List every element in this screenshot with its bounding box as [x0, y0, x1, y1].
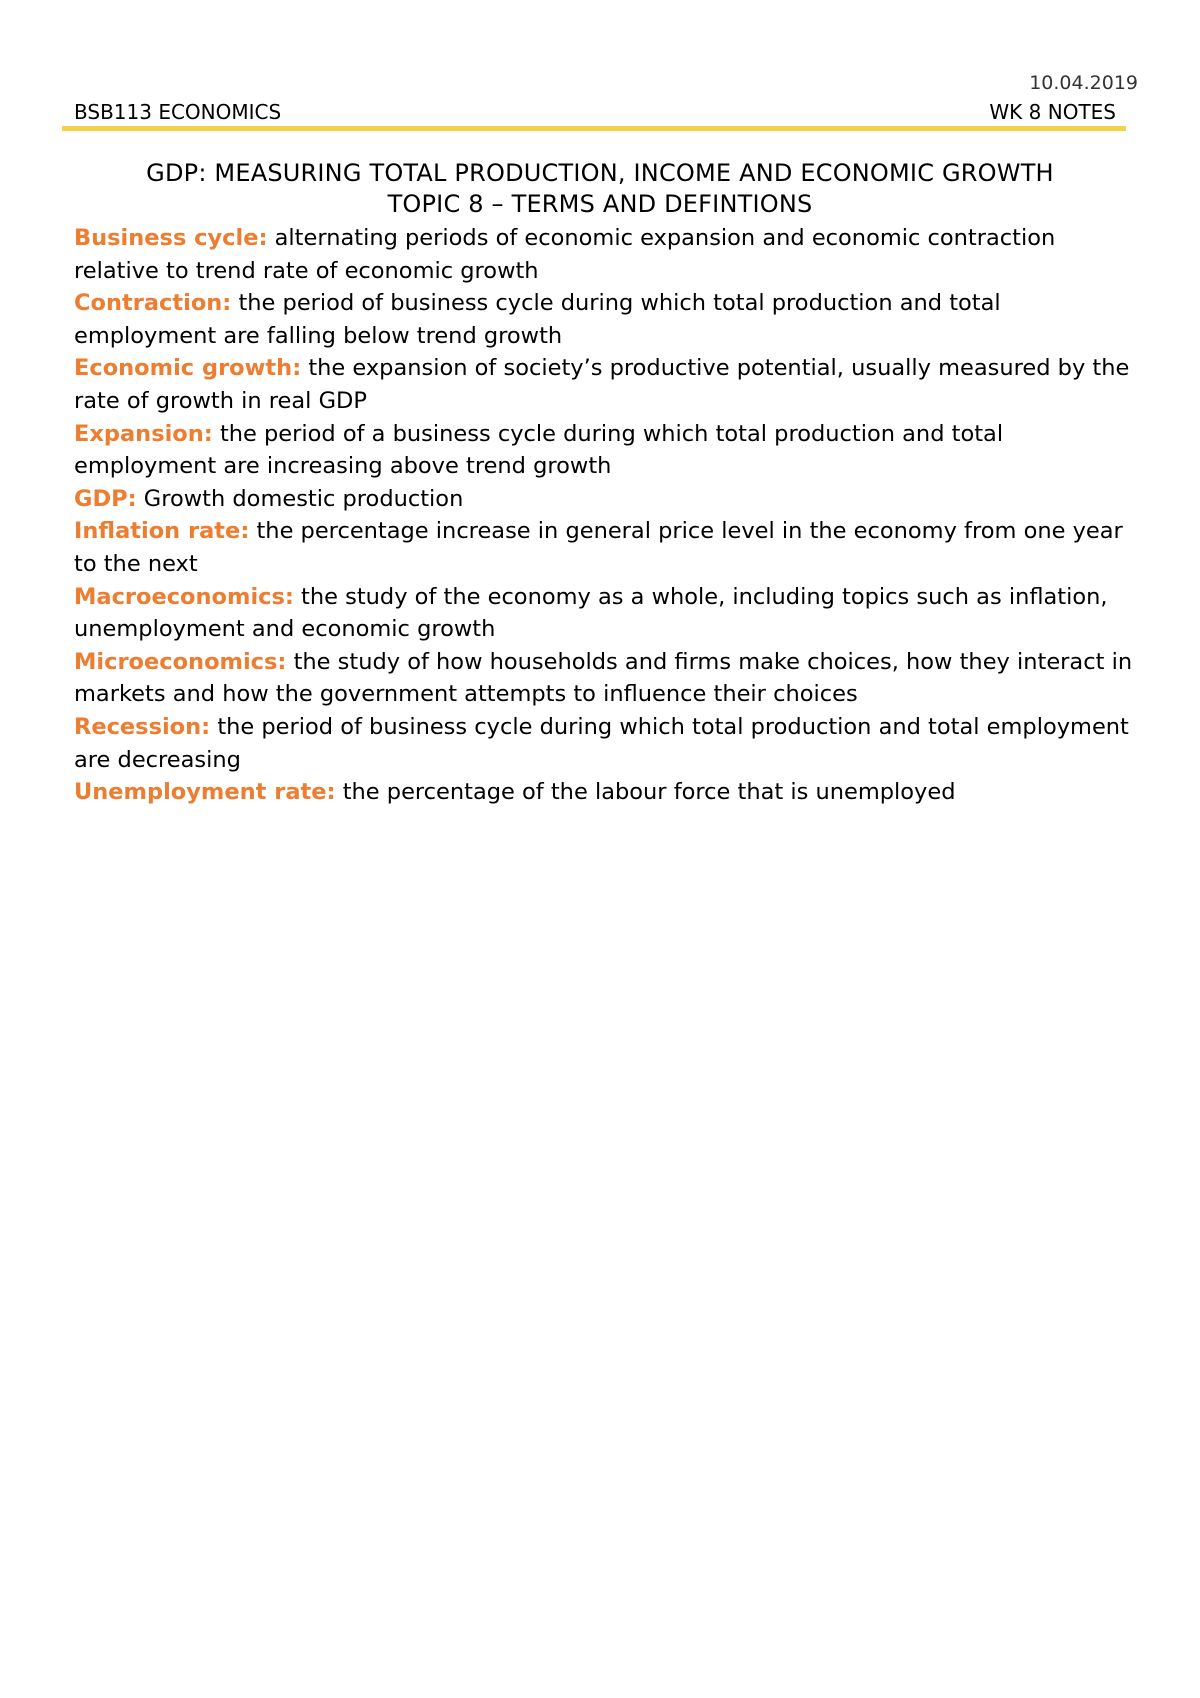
term-entry [74, 222, 1138, 287]
term-definition: the period of business cycle during which total production and total employment are decreasing [74, 713, 1129, 773]
page-title [62, 158, 1138, 220]
terms-list [74, 222, 1138, 809]
term-entry [74, 483, 1138, 516]
term-definition: the expansion of society’s productive potential, usually measured by the rate of growth in real GDP [74, 355, 1130, 414]
term-entry [74, 776, 1138, 809]
header-week-label: WK 8 NOTES [989, 100, 1116, 124]
term-name: Recession: [74, 713, 211, 740]
term-definition: the percentage increase in general price level in the economy from one year to the next [74, 518, 1123, 577]
term-entry [74, 711, 1138, 776]
term-name: Inflation rate: [74, 518, 250, 545]
term-name: Expansion: [74, 420, 213, 447]
term-name: Unemployment rate: [74, 779, 336, 806]
term-name: GDP: [74, 485, 137, 512]
term-definition: the period of a business cycle during which total production and total employment are increasing above trend growth [74, 420, 1004, 480]
term-entry [74, 418, 1138, 483]
term-name: Microeconomics: [74, 648, 287, 675]
header-date: 10.04.2019 [1029, 72, 1138, 94]
term-name: Contraction: [74, 290, 232, 317]
term-name: Economic growth: [74, 355, 302, 382]
page-title-line-1: GDP: MEASURING TOTAL PRODUCTION, INCOME AND ECONOMIC GROWTH [146, 159, 1054, 187]
term-definition: the percentage of the labour force that is unemployed [342, 779, 956, 806]
term-definition: alternating periods of economic expansion and economic contraction relative to trend rate of economic growth [74, 225, 1056, 284]
header-divider [62, 126, 1126, 131]
term-definition: Growth domestic production [143, 485, 464, 512]
page-title-line-2: TOPIC 8 – TERMS AND DEFINTIONS [387, 190, 813, 218]
term-name: Business cycle: [74, 225, 268, 251]
term-entry [74, 287, 1138, 352]
term-name: Macroeconomics: [74, 583, 294, 610]
term-definition: the study of how households and firms make choices, how they interact in markets and how the government attempts to influence their choices [74, 648, 1133, 708]
term-entry [74, 581, 1138, 646]
term-entry [74, 352, 1138, 417]
term-definition: the study of the economy as a whole, including topics such as inflation, unemployment and economic growth [74, 583, 1108, 643]
term-entry [74, 515, 1138, 580]
term-definition: the period of business cycle during which total production and total employment are falling below trend growth [74, 290, 1001, 349]
header-course-code: BSB113 ECONOMICS [74, 100, 282, 124]
term-entry [74, 646, 1138, 711]
